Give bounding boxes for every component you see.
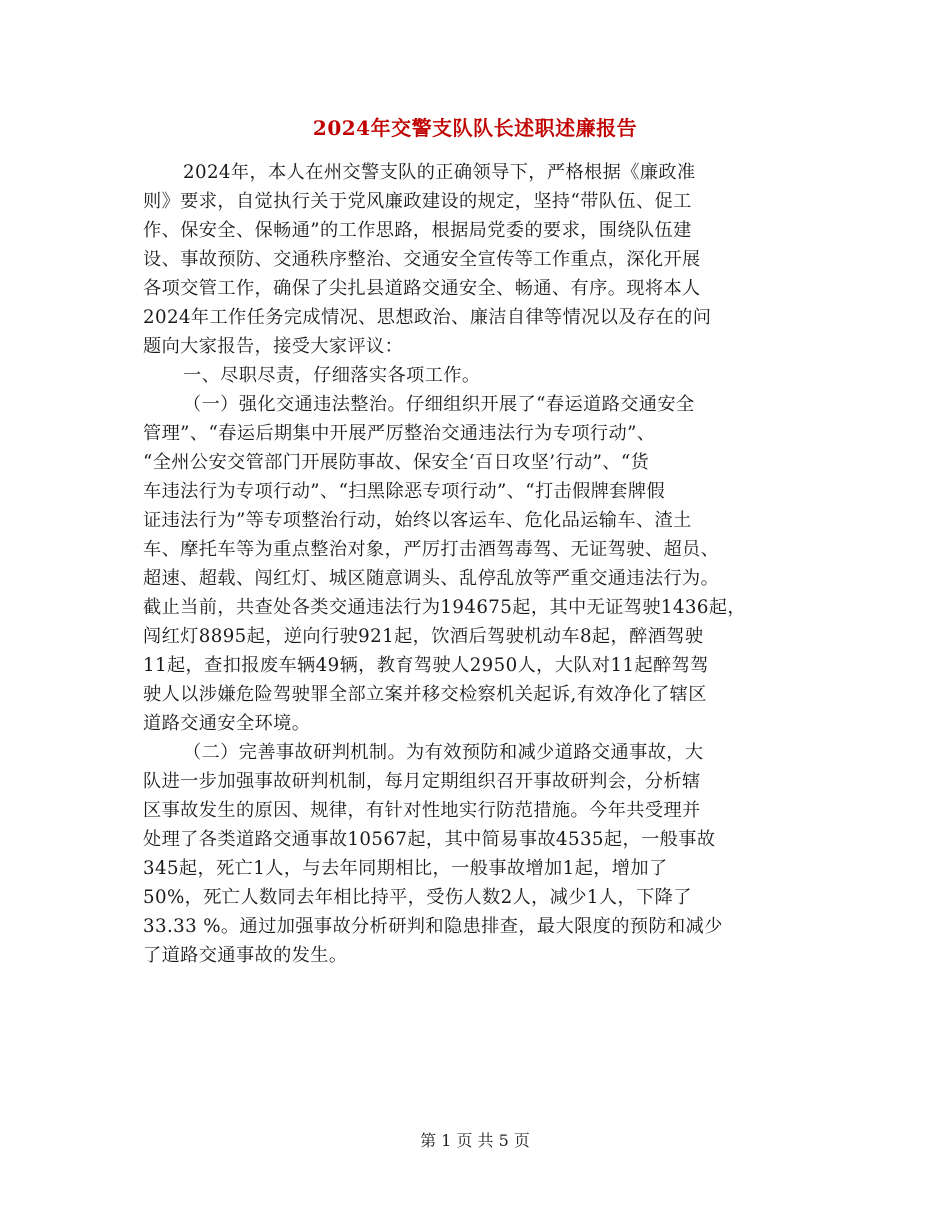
document-body (143, 158, 808, 970)
text-line: 题向大家报告，接受大家评议： (143, 336, 404, 357)
text-line: 11起，查扣报废车辆49辆，教育驾驶人2950人，大队对11起醉驾驾 (143, 655, 709, 676)
text-line: 管理”、“春运后期集中开展严厉整治交通违法行为专项行动”、 (143, 423, 656, 444)
text-line: 区事故发生的原因、规律，有针对性地实行防范措施。今年共受理并 (143, 800, 701, 821)
text-line: 驶人以涉嫌危险驾驶罪全部立案并移交检察机关起诉,有效净化了辖区 (143, 684, 707, 705)
text-line: 则》要求，自觉执行关于党风廉政建设的规定，坚持“带队伍、促工 (143, 191, 692, 212)
text-line: 33.33 %。通过加强事故分析研判和隐患排查，最大限度的预防和减少 (143, 916, 723, 937)
text-line: 了道路交通事故的发生。 (143, 945, 348, 966)
text-line: “全州公安交管部门开展防事故、保安全‘百日攻坚’行动”、“货 (143, 452, 650, 473)
text-line: 50%，死亡人数同去年相比持平，受伤人数2人，减少1人，下降了 (143, 887, 692, 908)
text-line: 截止当前，共查处各类交通违法行为194675起，其中无证驾驶1436起， (143, 597, 746, 618)
text-line: 345起，死亡1人，与去年同期相比，一般事故增加1起，增加了 (143, 858, 668, 879)
text-line: 2024年工作任务完成情况、思想政治、廉洁自律等情况以及存在的问 (143, 307, 712, 328)
text-line: 队进一步加强事故研判机制，每月定期组织召开事故研判会，分析辖 (143, 771, 701, 792)
text-line: 闯红灯8895起，逆向行驶921起，饮酒后驾驶机动车8起，醉酒驾驶 (143, 626, 704, 647)
text-line: 道路交通安全环境。 (143, 713, 311, 734)
text-line: （二）完善事故研判机制。为有效预防和减少道路交通事故，大 (183, 742, 704, 763)
text-line: 超速、超载、闯红灯、城区随意调头、乱停乱放等严重交通违法行为。 (143, 568, 720, 589)
document-title: 2024年交警支队队长述职述廉报告 (312, 116, 638, 140)
text-line: 2024年，本人在州交警支队的正确领导下，严格根据《廉政准 (183, 162, 696, 183)
text-line: 车、摩托车等为重点整治对象，严厉打击酒驾毒驾、无证驾驶、超员、 (143, 539, 720, 560)
text-line: 车违法行为专项行动”、“扫黑除恶专项行动”、“打击假牌套牌假 (143, 481, 666, 502)
text-line: 证违法行为”等专项整治行动，始终以客运车、危化品运输车、渣土 (143, 510, 692, 531)
text-line: 作、保安全、保畅通”的工作思路，根据局党委的要求，围绕队伍建 (143, 220, 692, 241)
section-heading: 一、尽职尽责，仔细落实各项工作。 (183, 365, 481, 386)
text-line: 设、事故预防、交通秩序整治、交通安全宣传等工作重点，深化开展 (143, 249, 701, 270)
page-footer: 第 1 页 共 5 页 (420, 1131, 530, 1150)
text-line: （一）强化交通违法整治。仔细组织开展了“春运道路交通安全 (183, 394, 695, 415)
text-line: 处理了各类道路交通事故10567起，其中简易事故4535起，一般事故 (143, 829, 716, 850)
text-line: 各项交管工作，确保了尖扎县道路交通安全、畅通、有序。现将本人 (143, 278, 701, 299)
